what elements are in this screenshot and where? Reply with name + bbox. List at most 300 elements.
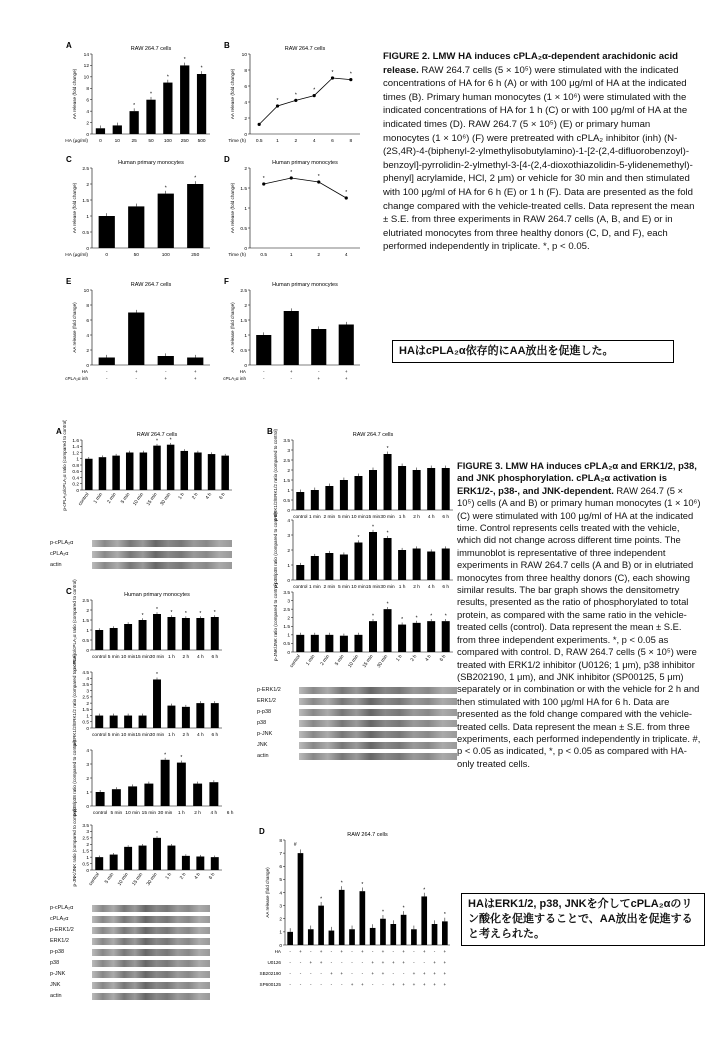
blot-label-3b-6: actin — [257, 753, 269, 759]
sig-3C4-4: * — [156, 830, 158, 837]
x-tick-label-3A-8: 2 h — [191, 492, 200, 501]
bar-3D-11 — [401, 915, 407, 945]
fig3-caption-body: RAW 264.7 (5 × 10⁵) cells (A and B) or primary human monocytes (1 × 10⁶) (C) were stimulated with 100 μg/ml of HA at the indicated time. Control represents cells treated with the vehicle, which did not change across different time points. The immunoblot is representative of three independent experiments in RAW 264.7 cells (A and B) or in elutriated monocytes from three healthy donors (C), each showing similar results. The bar graph shows the densitometry results, presented as the ratio of phosphorylated to total protein, as compared with the same ratio in the vehicle-treated cells (control). Data represent the mean ± S.E. from three independent experiments. *, p < 0.05 as compared with control. D, RAW 264.7 cells (5 × 10⁵) were treated with ERK1/2 inhibitor (U0126; 1 μm), p38 inhibitor (SB202190, 1 μm), and JNK inhibitor (SP00125, 5 μm) separately or in combination or with the vehicle for 2 h and then stimulated with 100 μg/ml HA for 6 h. Data are presented as the fold change compared with the vehicle-treated cells. Data represent the mean ± S.E. from three experiments, each performed independently in triplicate. #, p < 0.05 as indicated, *, p < 0.05 as compared with HA-only treated cells. — [457, 484, 701, 769]
y-tick-label-3B3-5: 2.5 — [283, 607, 290, 613]
row-mark-3D-3-4: - — [330, 982, 333, 987]
blot-label-3c-0: p-cPLA₂α — [50, 905, 74, 911]
blot-label-3c-6: p-JNK — [50, 971, 66, 977]
y-tick-label-3B3-3: 1.5 — [283, 625, 290, 631]
bar-3C2-8 — [211, 703, 219, 728]
blot-label-3c-7: JNK — [50, 982, 61, 988]
x-tick-label-D-3: 4 — [344, 253, 348, 258]
y-tick-label-3C4-1: 0.5 — [82, 862, 89, 868]
row-mark-3D-2-4: + — [330, 971, 333, 976]
y-tick-label-3B3-0: 0 — [287, 650, 290, 656]
row-mark-3D-0-3: + — [319, 949, 323, 954]
x-tick-label-A-2: 25 — [131, 139, 137, 144]
row-mark-3D-2-9: + — [381, 971, 385, 976]
row-label-3D-3: SP600125 — [259, 982, 281, 987]
bar-3B3-7 — [398, 625, 406, 652]
y-tick-label-3B2-3: 3 — [287, 533, 290, 539]
bar-3D-15 — [442, 921, 448, 945]
y-tick-label-3B2-0: 0 — [287, 578, 290, 584]
y-tick-label-3D-8: 8 — [279, 838, 282, 844]
blot-band-3b-6 — [299, 753, 457, 760]
y-tick-label-3C4-7: 3.5 — [82, 823, 89, 829]
y-tick-label-3D-7: 7 — [279, 851, 282, 857]
bar-3D-4 — [329, 931, 335, 945]
row-mark-3D-3-8: - — [371, 982, 374, 987]
y-tick-label-3C1-3: 1.5 — [82, 618, 89, 624]
row-mark-3D-0-6: - — [351, 949, 353, 954]
blot-label-3a-2: actin — [50, 562, 62, 568]
row-mark-3D-2-10: - — [392, 971, 395, 976]
sig-3C3-4: * — [164, 752, 167, 759]
bar-3B1-0 — [296, 492, 304, 510]
panel-letter-3B1: B — [267, 427, 273, 436]
x-tick-label-3C2-8: 6 h — [211, 733, 219, 738]
x-tick-label-3B2-6: 30 min — [380, 585, 395, 590]
row-mark-E-0-3: + — [193, 369, 197, 374]
x-tick-label-3B2-4: 10 min — [351, 585, 366, 590]
y-tick-label-3A-5: 1 — [76, 457, 79, 463]
bar-3C4-2 — [124, 847, 132, 870]
sig-3B3-5: * — [372, 613, 374, 620]
blot-band-3c-7 — [92, 982, 210, 989]
y-label-A: AA release (fold change) — [72, 68, 77, 120]
panel-letter-E: E — [66, 277, 72, 286]
bar-3B1-4 — [354, 476, 362, 510]
row-mark-3D-1-8: + — [371, 960, 374, 965]
bar-3A-3 — [126, 453, 133, 491]
panel-letter-B: B — [224, 41, 230, 50]
bar-3C2-0 — [95, 716, 103, 728]
sig-3B3-7: * — [401, 616, 404, 623]
bar-3B2-9 — [427, 552, 435, 581]
row-mark-F-0-0: - — [262, 369, 265, 374]
y-tick-label-D-2: 1 — [244, 206, 247, 212]
x-tick-label-3C2-5: 1 h — [168, 733, 175, 738]
bar-3B2-5 — [369, 532, 377, 580]
y-tick-label-B-1: 2 — [244, 116, 247, 122]
x-tick-label-3C4-8: 6 h — [208, 872, 217, 881]
blot-label-3b-4: p-JNK — [257, 731, 273, 737]
y-tick-label-3B1-0: 0 — [287, 508, 290, 514]
x-tick-label-3C2-4: 30 min — [149, 733, 165, 738]
blot-label-3b-5: JNK — [257, 742, 268, 748]
bar-3B1-7 — [398, 466, 406, 510]
x-tick-label-3C1-6: 2 h — [182, 655, 190, 660]
bar-3B3-6 — [384, 609, 392, 652]
row-mark-E-0-2: - — [164, 369, 167, 374]
point-B-3 — [313, 94, 316, 97]
bar-3D-2 — [308, 929, 314, 945]
x-tick-label-3B1-10: 6 h — [442, 515, 450, 520]
blot-band-3c-0 — [92, 905, 210, 912]
chart-title-3A: RAW 264.7 cells — [136, 432, 178, 438]
bar-3C4-7 — [196, 857, 204, 871]
x-tick-label-3C1-5: 1 h — [168, 655, 175, 660]
bar-3C3-3 — [144, 784, 153, 806]
x-tick-label-3B2-9: 4 h — [427, 585, 435, 590]
x-tick-label-3A-4: 10 min — [132, 492, 146, 507]
row-label-E-1: cPLA₂α inh — [65, 376, 88, 381]
blot-band-3c-1 — [92, 916, 210, 923]
row-mark-3D-0-11: + — [402, 949, 405, 954]
y-tick-label-3D-1: 1 — [279, 930, 282, 936]
hash-3D: # — [293, 842, 297, 848]
y-tick-label-3C4-2: 1 — [86, 855, 89, 861]
point-B-0 — [258, 123, 261, 126]
x-tick-label-3A-0: control — [78, 492, 91, 507]
bar-3B1-6 — [384, 454, 392, 510]
bar-A-0 — [96, 128, 105, 134]
y-tick-label-3D-5: 5 — [279, 878, 282, 884]
bar-3B3-5 — [369, 621, 377, 652]
row-mark-3D-3-13: + — [422, 982, 426, 987]
x-tick-label-3A-3: 5 min — [120, 492, 132, 505]
bar-3A-9 — [208, 454, 216, 490]
x-tick-label-3A-5: 15 min — [146, 492, 159, 507]
blot-label-3b-0: p-ERK1/2 — [257, 687, 281, 693]
bar-3B1-10 — [442, 468, 450, 510]
row-mark-3D-0-13: + — [422, 949, 426, 954]
y-tick-label-3C4-0: 0 — [86, 868, 89, 874]
bar-3A-4 — [140, 453, 148, 491]
bar-3C4-3 — [139, 846, 147, 870]
bar-3B1-5 — [369, 470, 377, 510]
x-tick-label-3B1-0: control — [293, 515, 308, 520]
sig-3C3-5: * — [180, 755, 183, 762]
y-tick-label-C-4: 2 — [86, 182, 89, 188]
x-tick-label-3C2-7: 4 h — [196, 733, 204, 738]
bar-C-2 — [158, 194, 174, 248]
y-tick-label-3B1-6: 3 — [287, 448, 290, 454]
row-mark-3D-3-9: - — [382, 982, 384, 987]
bar-3D-0 — [287, 932, 293, 945]
x-tick-label-3C3-3: 15 min — [141, 811, 157, 816]
sig-3B2-5: * — [372, 524, 374, 531]
y-label-F: AA release (fold change) — [230, 302, 235, 353]
row-mark-3D-3-5: - — [340, 982, 343, 987]
bar-3C1-0 — [95, 630, 103, 650]
row-mark-F-1-3: + — [344, 376, 348, 381]
bar-3A-7 — [181, 451, 189, 490]
y-tick-label-A-2: 4 — [86, 109, 89, 115]
bar-A-4 — [163, 83, 172, 134]
chart-title-C: Human primary monocytes — [118, 160, 184, 166]
x-tick-label-D-1: 1 — [289, 253, 293, 258]
blot-row-3c-5 — [50, 958, 210, 969]
blot-row-3c-7 — [50, 980, 210, 991]
sig-3C1-3: * — [141, 612, 144, 619]
fig2-caption-title: FIGURE 2. LMW HA induces cPLA₂α-dependent arachidonic acid release. — [383, 51, 678, 76]
sig-3C1-8: * — [213, 609, 216, 616]
blot-row-3a-0 — [50, 538, 232, 549]
y-tick-label-3C4-6: 3 — [86, 830, 89, 836]
row-mark-E-0-1: + — [134, 369, 138, 374]
sig-3B3-10: * — [444, 613, 447, 620]
y-tick-label-C-3: 1.5 — [82, 198, 89, 204]
row-label-3D-2: SB202190 — [259, 971, 281, 976]
bar-E-1 — [128, 313, 144, 366]
x-tick-label-3A-2: 2 min — [106, 492, 118, 505]
bar-3D-8 — [370, 928, 376, 945]
bar-3D-9 — [380, 919, 386, 945]
row-mark-F-1-0: - — [262, 376, 265, 381]
bar-E-0 — [99, 358, 115, 366]
y-tick-label-B-5: 10 — [241, 52, 247, 58]
point-D-3 — [345, 196, 348, 199]
sig-D-3: * — [345, 190, 348, 196]
y-tick-label-3C4-3: 1.5 — [82, 849, 89, 855]
sig-C-2: * — [164, 185, 167, 192]
bar-3A-10 — [221, 456, 229, 490]
blot-band-3c-6 — [92, 971, 210, 978]
x-tick-label-3C4-3: 15 min — [131, 872, 145, 887]
row-mark-F-0-2: - — [317, 369, 320, 374]
bar-3D-12 — [411, 929, 417, 945]
bar-3B1-3 — [340, 480, 348, 510]
panel-letter-F: F — [224, 277, 229, 286]
x-tick-label-3B3-1: 1 min — [305, 654, 317, 667]
bar-3D-14 — [432, 924, 438, 945]
bar-A-6 — [197, 74, 206, 134]
y-tick-label-3B1-5: 2.5 — [283, 458, 290, 464]
row-mark-E-1-2: + — [164, 376, 168, 381]
y-tick-label-C-2: 1 — [86, 214, 89, 220]
bar-3C2-1 — [110, 716, 118, 728]
blot-band-3b-4 — [299, 731, 457, 738]
row-mark-3D-0-8: - — [371, 949, 374, 954]
blot-band-3b-1 — [299, 698, 457, 705]
row-mark-3D-1-5: - — [340, 960, 343, 965]
y-tick-label-3B3-4: 2 — [287, 616, 290, 622]
bar-3C1-7 — [196, 618, 204, 650]
blot-row-3c-8 — [50, 991, 210, 1002]
panel-letter-3C1: C — [66, 587, 72, 596]
y-tick-label-3C1-0: 0 — [86, 648, 89, 654]
bar-A-1 — [113, 125, 122, 134]
bar-3B2-2 — [325, 553, 333, 580]
row-mark-3D-2-5: + — [340, 971, 344, 976]
row-mark-F-0-1: + — [289, 369, 293, 374]
row-mark-3D-2-11: - — [402, 971, 405, 976]
bar-3A-2 — [112, 456, 120, 490]
y-tick-label-3C3-3: 3 — [86, 762, 89, 768]
y-tick-label-3C3-1: 1 — [86, 790, 89, 796]
blot-3b — [257, 685, 457, 765]
y-tick-label-3C2-0: 0 — [86, 726, 89, 732]
y-tick-label-A-3: 6 — [86, 98, 89, 104]
bar-C-1 — [128, 206, 144, 248]
row-mark-3D-2-12: + — [412, 971, 416, 976]
fig3-summary — [461, 893, 705, 946]
bar-3B2-3 — [340, 555, 348, 581]
blot-band-3c-8 — [92, 993, 210, 1000]
blot-band-3c-5 — [92, 960, 210, 967]
y-tick-label-A-7: 14 — [83, 52, 89, 58]
x-tick-label-3B2-0: control — [293, 585, 308, 590]
bar-3B3-10 — [442, 621, 450, 652]
row-mark-3D-0-10: - — [392, 949, 395, 954]
y-tick-label-F-1: 0.5 — [240, 348, 247, 354]
row-mark-3D-0-1: + — [299, 949, 302, 954]
blot-label-3b-1: ERK1/2 — [257, 698, 276, 704]
y-tick-label-3C3-2: 2 — [86, 776, 89, 782]
row-mark-3D-1-2: + — [309, 960, 313, 965]
chart-title-A: RAW 264.7 cells — [130, 46, 172, 52]
x-tick-label-3C4-5: 1 h — [165, 872, 174, 881]
sig-B-1: * — [276, 98, 279, 104]
point-D-1 — [290, 176, 293, 179]
sig-3B3-8: * — [415, 615, 418, 622]
row-mark-3D-1-3: + — [319, 960, 323, 965]
blot-row-3c-6 — [50, 969, 210, 980]
y-tick-label-3A-4: 0.8 — [72, 463, 79, 469]
x-tick-label-3C3-0: control — [92, 811, 108, 816]
y-tick-label-3A-6: 1.2 — [72, 451, 79, 457]
fig3-caption-title: FIGURE 3. LMW HA induces cPLA₂α and ERK1/2, p38, and JNK phosphorylation. cPLA₂α activation is ERK1/2-, p38-, and JNK-dependent. — [457, 460, 697, 496]
x-tick-label-3C4-0: control — [88, 872, 101, 887]
row-mark-F-1-2: + — [317, 376, 321, 381]
x-tick-label-3C1-7: 4 h — [196, 655, 204, 660]
bar-3A-1 — [99, 457, 107, 490]
y-tick-label-3C2-3: 1.5 — [82, 708, 89, 714]
bar-3B2-6 — [384, 538, 392, 580]
y-tick-label-A-5: 10 — [83, 75, 89, 81]
row-mark-3D-2-0: - — [289, 971, 291, 976]
y-label-3B3: p-JNK/JNK ratio (compared to control) — [273, 583, 278, 661]
fig2-chart-svg — [60, 40, 380, 390]
y-tick-label-B-3: 6 — [244, 84, 247, 90]
blot-band-3b-5 — [299, 742, 457, 749]
blot-row-3c-2 — [50, 925, 210, 936]
sig-3C1-4: * — [156, 606, 158, 613]
chart-title-3B1: RAW 264.7 cells — [352, 432, 394, 438]
bar-3C4-6 — [182, 856, 190, 870]
chart-title-D: Human primary monocytes — [272, 160, 338, 166]
y-tick-label-3B3-6: 3 — [287, 599, 290, 605]
x-tick-label-3C1-8: 6 h — [211, 655, 219, 660]
y-label-3C1: p-cPLA₂α/cPLA₂α ratio (compared to control) — [72, 579, 77, 671]
row-mark-3D-1-4: - — [330, 960, 333, 965]
x-tick-label-3C2-3: 15 min — [135, 733, 150, 738]
sig-3B3-9: * — [430, 613, 433, 620]
row-mark-3D-0-12: - — [413, 949, 415, 954]
y-tick-label-3C2-5: 2.5 — [82, 695, 89, 701]
bar-3D-13 — [421, 896, 427, 945]
blot-row-3b-3 — [257, 718, 457, 729]
chart-title-B: RAW 264.7 cells — [284, 46, 326, 52]
blot-3a — [50, 538, 232, 574]
row-mark-3D-3-6: + — [350, 982, 354, 987]
x-tick-label-B-1: 1 — [276, 139, 279, 144]
y-tick-label-3C2-7: 3.5 — [82, 683, 89, 689]
bar-3B2-1 — [311, 556, 319, 580]
row-mark-3D-0-7: + — [361, 949, 364, 954]
y-tick-label-A-0: 0 — [86, 132, 89, 138]
blot-band-3a-2 — [92, 562, 232, 569]
x-tick-label-3B3-7: 1 h — [395, 654, 404, 663]
x-tick-label-C-3: 250 — [191, 253, 200, 258]
y-tick-label-3A-3: 0.6 — [72, 470, 79, 476]
row-mark-E-0-0: - — [105, 369, 108, 374]
y-tick-label-3A-8: 1.6 — [72, 438, 79, 444]
x-tick-label-3C4-4: 30 min — [146, 872, 159, 887]
x-tick-label-3A-9: 4 h — [205, 492, 214, 501]
x-tick-label-B-4: 6 — [331, 139, 334, 144]
bar-3B2-4 — [354, 543, 362, 581]
x-tick-label-3B1-7: 1 h — [398, 515, 406, 520]
blot-row-3c-1 — [50, 914, 210, 925]
x-tick-label-3B3-0: control — [289, 654, 302, 669]
y-tick-label-E-1: 2 — [86, 348, 89, 354]
chart-title-F: Human primary monocytes — [272, 282, 338, 288]
point-D-2 — [317, 180, 320, 183]
bar-3C3-0 — [96, 792, 105, 806]
sig-3D-13: * — [423, 887, 426, 894]
y-tick-label-3C2-6: 3 — [86, 689, 89, 695]
x-tick-label-3A-1: 1 min — [93, 492, 105, 505]
bar-3C3-6 — [193, 784, 202, 806]
blot-row-3b-4 — [257, 729, 457, 740]
sig-3A-5: * — [156, 438, 158, 445]
y-tick-label-3B3-7: 3.5 — [283, 590, 290, 596]
x-tick-label-3A-7: 1 h — [177, 492, 186, 501]
sig-3D-11: * — [402, 905, 405, 912]
bar-3B1-9 — [427, 468, 435, 510]
sig-A-4: * — [166, 74, 169, 81]
sig-3C1-6: * — [184, 610, 187, 617]
x-tick-label-3C3-5: 1 h — [178, 811, 185, 816]
panel-letter-C: C — [66, 155, 72, 164]
y-tick-label-B-0: 0 — [244, 132, 247, 138]
y-tick-label-E-5: 10 — [83, 288, 89, 294]
y-tick-label-3B1-3: 1.5 — [283, 478, 290, 484]
x-tick-label-3B3-4: 10 min — [347, 654, 361, 669]
y-tick-label-3D-4: 4 — [279, 891, 282, 897]
x-tick-label-3A-6: 30 min — [159, 492, 173, 507]
blot-band-3c-2 — [92, 927, 210, 934]
fig3-summary-text: HAはERK1/2, p38, JNKを介してcPLA₂αのリン酸化を促進することで、AA放出を促進すると考えられた。 — [468, 898, 693, 940]
bar-3C3-4 — [161, 760, 170, 806]
blot-band-3a-1 — [92, 551, 232, 558]
blot-row-3b-0 — [257, 685, 457, 696]
x-tick-label-3B2-8: 2 h — [413, 585, 420, 590]
blot-label-3a-0: p-cPLA₂α — [50, 540, 74, 546]
x-tick-label-3C1-3: 15 min — [135, 655, 150, 660]
y-tick-label-C-0: 0 — [86, 246, 89, 252]
y-tick-label-D-0: 0 — [244, 246, 247, 252]
y-tick-label-3B1-7: 3.5 — [283, 438, 290, 444]
x-tick-label-B-0: 0.5 — [255, 139, 263, 144]
y-tick-label-F-2: 1 — [244, 333, 247, 339]
x-tick-label-3B2-10: 6 h — [442, 585, 450, 590]
sig-A-6: * — [200, 65, 203, 72]
bar-3C4-5 — [167, 846, 175, 870]
x-tick-label-3C2-1: 5 min — [107, 733, 120, 738]
blot-row-3b-6 — [257, 751, 457, 762]
point-D-0 — [262, 182, 265, 185]
y-tick-label-3C2-8: 4 — [86, 677, 89, 683]
x-tick-label-3B3-2: 2 min — [320, 654, 332, 667]
bar-3D-1 — [298, 853, 304, 945]
x-tick-label-3B3-6: 30 min — [376, 654, 390, 669]
y-tick-label-3B1-1: 0.5 — [283, 498, 290, 504]
bar-3B3-4 — [354, 635, 362, 652]
y-tick-label-3C2-4: 2 — [86, 701, 89, 707]
